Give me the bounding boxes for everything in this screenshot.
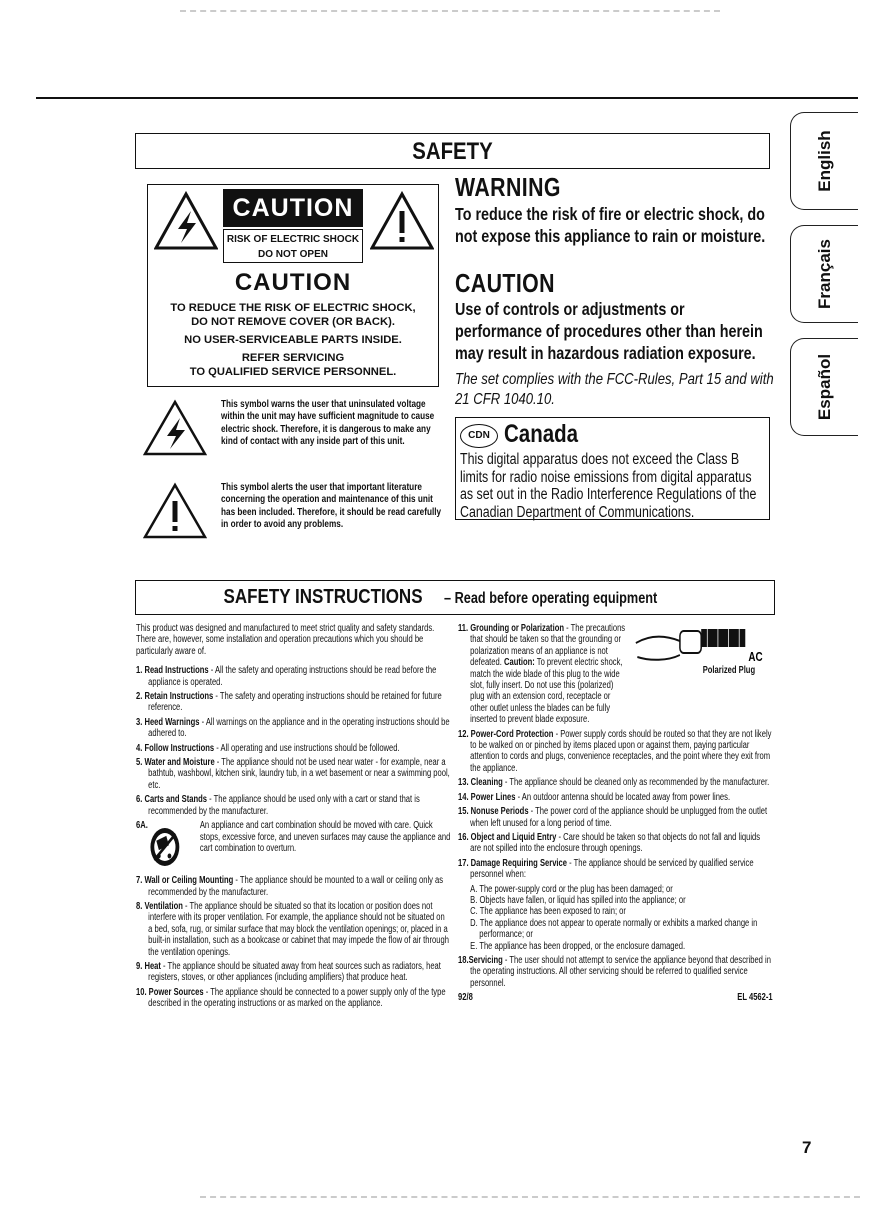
instruction-item [136,743,451,754]
instruction-item-num: 1. [136,665,143,677]
instruction-item-title-text: Wall or Ceiling Mounting [144,875,234,887]
instruction-item-title-text: Damage Requiring Service [470,857,567,869]
instruction-item-text: - The appliance should be serviced by qualified service personnel when: [470,857,754,881]
instruction-item-title [136,901,183,912]
instructions-left-column [136,623,451,1013]
damage-sub-list [458,884,773,952]
instruction-item-title [458,792,515,803]
tab-francais[interactable] [790,225,858,323]
instructions-right-column [458,623,773,1005]
warning-heading: WARNING [455,172,561,202]
instruction-item-title-text: Follow Instructions [144,742,215,754]
instruction-item [458,777,773,788]
instruction-item-text: - The appliance should be connected to a power supply only of the type described in the operating instructions or as marked on the appliance. [148,986,446,1010]
instruction-item-title-text: Carts and Stands [144,794,207,806]
caution-right-section [455,268,775,299]
instruction-item-title-text: Water and Moisture [144,757,215,769]
item-6a-label: 6A. [136,820,148,832]
instruction-item-title [458,858,567,869]
item-18 [458,955,773,989]
caution-big-title: CAUTION [234,269,352,296]
safety-instructions-header [135,580,775,615]
caution-right-heading: CAUTION [455,268,555,298]
canada-text: This digital apparatus does not exceed the Class B limits for radio noise emissions from digital apparatus as set out in the Radio Interference Regulations of the Canadian Department of Communications. [460,451,757,521]
instruction-item-num: 7. [136,875,143,887]
instruction-item-title-text: Heed Warnings [144,716,200,728]
instruction-item-text: - The safety and operating instructions should be retained for future reference. [148,691,442,714]
instruction-item [136,794,451,817]
instruction-item-num: 15. [458,806,469,818]
instruction-item [136,901,451,958]
instruction-item-num: 12. [458,728,469,740]
item-18-title [458,955,503,966]
instruction-item-text: - Power supply cords should be routed so that they are not likely to be walked on or pinched by items placed upon or against them, paying particular attention to cords and plugs, convenience receptacles, and the point where they exit from the appliance. [470,728,772,774]
instruction-item-title-text: Power-Cord Protection [470,728,554,740]
doc-codes [458,992,773,1005]
warning-section [455,172,775,203]
instruction-item [136,875,451,898]
item-11-title: 11. Grounding or Polarization [458,623,564,634]
canada-box [455,417,770,520]
item-6a [136,820,451,872]
caution-right-body [455,298,775,364]
shock-label [223,229,363,263]
shock-line-2: DO NOT OPEN [257,249,328,260]
damage-sub-item: A. The power-supply cord or the plug has been damaged; or [470,883,673,895]
instruction-item-title [458,832,556,843]
damage-sub-item: B. Objects have fallen, or liquid has spilled into the appliance; or [470,894,686,906]
instruction-item-title-text: Ventilation [144,900,183,912]
instruction-item-title-text: Heat [144,960,161,972]
polarized-plug-icon [634,621,763,669]
instruction-item-title [136,691,213,702]
tab-francais-label: Français [814,239,834,309]
instruction-item-num: 3. [136,716,143,728]
instruction-item-title [458,806,529,817]
instruction-item-title [458,777,503,788]
caution-right-text: Use of controls or adjustments or performance of procedures other than herein may result in hazardous radiation exposure. [455,299,763,363]
cart-tipover-icon [147,826,183,868]
instruction-item-text: - Care should be taken so that objects do not fall and liquids are not spilled into the enclosure through openings. [470,831,761,855]
instruction-item-text: - An outdoor antenna should be located away from power lines. [515,791,731,803]
item-6a-text: An appliance and cart combination should be moved with care. Quick stops, excessive force, and uneven surfaces may cause the appliance and cart combination to overturn. [199,820,451,854]
safety-header [135,133,770,169]
instruction-item-title [136,757,215,768]
instruction-item-num: 13. [458,777,469,789]
right-list [458,729,773,881]
exclamation-warning-icon [370,191,434,251]
tab-english-label: English [814,130,834,192]
instruction-item [458,832,773,855]
instruction-item [136,987,451,1010]
instruction-item-title-text: Power Sources [148,986,204,998]
instruction-item-title [136,665,209,676]
item-11-caution-label: Caution: [503,657,535,669]
caution-lines [148,301,438,383]
item-18-num: 18. [458,954,469,966]
shock-line-1: RISK OF ELECTRIC SHOCK [226,234,360,245]
instruction-item-text: - The appliance should be situated away from heat sources such as radiators, heat registers, stoves, or other appliances (including amplifiers) that produce heat. [148,960,441,984]
instruction-item [136,691,451,714]
fcc-text: The set complies with the FCC-Rules, Part 15 and with 21 CFR 1040.10. [455,371,774,408]
item-11-body: - The precautions that should be taken so that the grounding or polarization means of an appliance is not defeated. [470,623,626,669]
instruction-item-text: - The appliance should be used only with a cart or stand that is recommended by the manufacturer. [148,794,420,817]
lightning-symbol-icon [143,399,207,457]
warning-text: To reduce the risk of fire or electric shock, do not expose this appliance to rain or moisture. [455,204,766,246]
instruction-item-text: - The appliance should be mounted to a wall or ceiling only as recommended by the manufacturer. [148,875,444,898]
caution-line-1: TO REDUCE THE RISK OF ELECTRIC SHOCK, [170,302,416,314]
caution-line [148,301,438,329]
item-11 [458,623,773,726]
caution-line-2: DO NOT REMOVE COVER (OR BACK). [191,316,395,328]
instruction-item [136,665,451,688]
instruction-item-num: 16. [458,831,469,843]
instructions-intro: This product was designed and manufactured to meet strict quality and safety standards. There are, however, some installation and operation precautions which you should be particularly aware of. [136,623,435,657]
instructions-title: SAFETY INSTRUCTIONS [223,586,423,608]
top-rule [36,97,858,99]
code-right: EL 4562-1 [737,992,773,1004]
caution-line-4: REFER SERVICING [241,352,345,364]
damage-sub-item: D. The appliance does not appear to operate normally or exhibits a marked change in performance; or [470,917,758,941]
instruction-item-num: 10. [136,986,147,998]
tab-espanol[interactable] [790,338,858,436]
exclamation-symbol-icon [143,482,207,540]
tab-english[interactable] [790,112,858,210]
instruction-item-title [136,961,161,972]
instructions-header-inner [136,586,774,609]
polarized-plug-label: Polarized Plug [702,665,756,676]
instruction-item-text: - The appliance should be situated so that its location or position does not interfere with its proper ventilation. For example, the appliance should not be situated on a bed, sofa, rug, or similar surface that may block the ventilation openings; or, placed in a built-in installation, such as a bookcase or cabinet that may impede the flow of air through the ventilation openings. [148,900,449,958]
page-number: 7 [802,1138,812,1157]
caution-line-3: NO USER-SERVICEABLE PARTS INSIDE. [184,334,402,346]
instruction-item [136,717,451,740]
left-list-2 [136,875,451,1009]
exclamation-note [143,478,443,556]
damage-sub-item: E. The appliance has been dropped, or the enclosure damaged. [470,940,686,952]
lightning-warning-icon [154,191,218,251]
instruction-item-num: 9. [136,960,143,972]
caution-line-5: TO QUALIFIED SERVICE PERSONNEL. [189,366,397,378]
instruction-item-title [136,875,233,886]
instruction-item [458,806,773,829]
instruction-item-title-text: Object and Liquid Entry [470,831,557,843]
plug-ac-label: AC [748,650,763,665]
instruction-item-text: - The power cord of the appliance should be unplugged from the outlet when left unused for a long period of time. [470,806,768,829]
tab-espanol-label: Español [814,353,834,421]
item-18-text: - The user should not attempt to service the appliance beyond that described in the operating instructions. All other servicing should be referred to qualified service personnel. [470,954,771,989]
lightning-note [143,393,443,471]
instruction-item-title [458,729,553,740]
damage-sub-item: C. The appliance has been exposed to rain; or [470,906,626,918]
instruction-item-title-text: Retain Instructions [144,691,214,703]
fcc-note [455,370,775,410]
instruction-item [458,858,773,881]
instruction-item-text: - All operating and use instructions should be followed. [214,742,400,754]
left-list [136,665,451,817]
instruction-item-title [136,987,204,998]
canada-title: Canada [504,420,579,448]
instruction-item-title [136,717,199,728]
instruction-item-text: - The appliance should be cleaned only as recommended by the manufacturer. [502,777,770,789]
instruction-item-num: 8. [136,900,143,912]
instruction-item-num: 17. [458,857,469,869]
instruction-item-title [136,794,207,805]
code-left: 92/8 [458,992,473,1004]
cdn-badge: CDN [460,424,498,448]
item-11-caution: To prevent electric shock, match the wide blade of this plug to the wide slot, fully insert. Do not use this (polarized) plug with an extension cord, receptacle or other outlet unless the blades can be fully inserted to prevent blade exposure. [470,657,623,726]
instruction-item-num: 4. [136,742,143,754]
instruction-item-num: 14. [458,791,469,803]
caution-banner: CAUTION [223,189,363,227]
instruction-item [136,757,451,791]
caution-line [148,351,438,379]
instruction-item-title-text: Power Lines [470,791,516,803]
instruction-item [458,729,773,775]
instruction-item-title-text: Read Instructions [144,665,209,677]
warning-body [455,203,775,247]
instruction-item [458,792,773,803]
instruction-item-title [136,743,214,754]
scan-noise-bottom [200,1196,860,1198]
instruction-item-text: - All warnings on the appliance and in the operating instructions should be adhered to. [148,716,450,740]
safety-title: SAFETY [412,138,493,165]
exclamation-note-text: This symbol alerts the user that important literature concerning the operation and maintenance of this unit has been included. Therefore, it should be read carefully in order to avoid any problems. [221,482,442,531]
caution-box [147,184,439,387]
instructions-subtitle: – Read before operating equipment [444,590,658,607]
instruction-item-title-text: Nonuse Periods [470,806,529,818]
instruction-item-title-text: Cleaning [470,777,503,789]
item-18-title-text: Servicing [468,954,503,966]
instruction-item [136,961,451,984]
instruction-item-num: 6. [136,794,143,806]
instruction-item-text: - The appliance should not be used near water - for example, near a bathtub, washbowl, kitchen sink, laundry tub, in a wet basement or near a swimming pool, etc. [148,757,450,791]
instruction-item-num: 2. [136,691,143,703]
instruction-item-num: 5. [136,757,143,769]
instruction-item-text: - All the safety and operating instructions should be read before the appliance is operated. [148,665,437,688]
lightning-note-text: This symbol warns the user that uninsulated voltage within the unit may have sufficient magnitude to cause electric shock. Therefore, it is dangerous to make any kind of contact with any inside part of this unit. [221,399,435,448]
scan-noise-top [180,10,720,12]
